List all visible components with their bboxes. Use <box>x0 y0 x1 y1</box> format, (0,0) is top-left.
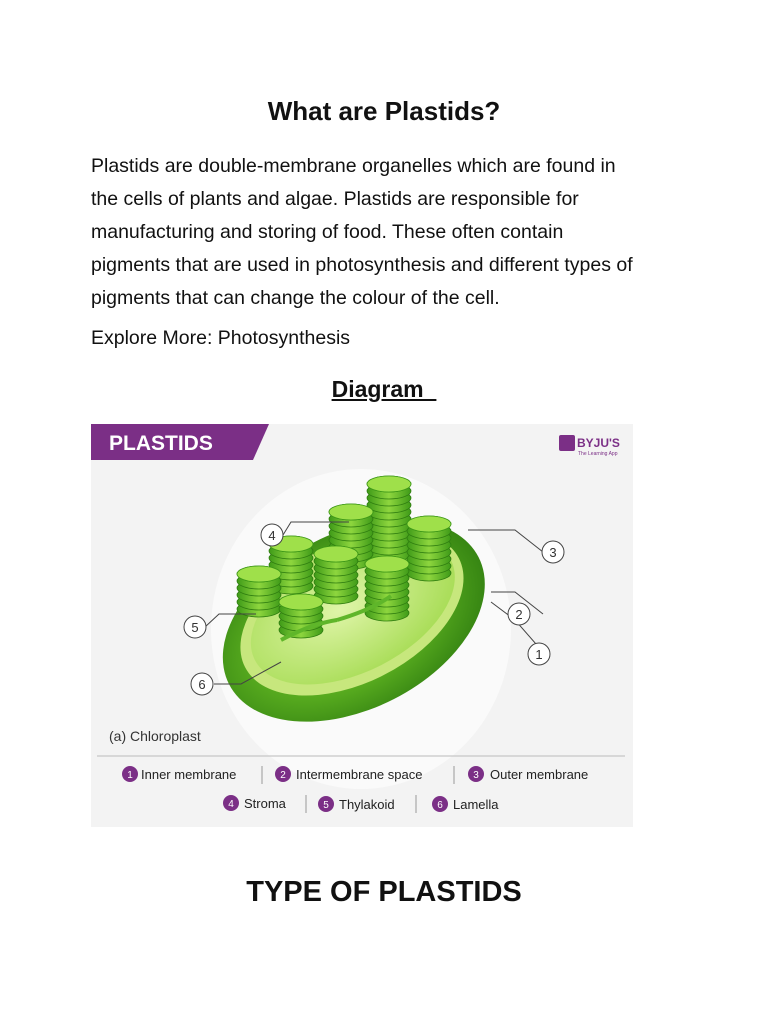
callout-label: 6 <box>198 677 206 692</box>
legend-badge: 2 <box>280 770 286 781</box>
callout-label: 3 <box>549 545 557 560</box>
diagram-heading-text: Diagram <box>331 376 437 402</box>
paragraph-line: pigments that are used in photosynthesis and different types of <box>91 254 633 276</box>
thylakoid-top <box>329 504 373 520</box>
legend-item-3 <box>468 766 588 782</box>
legend-item-5 <box>318 796 395 812</box>
intro-paragraph <box>91 150 691 315</box>
diagram-heading <box>0 376 768 403</box>
legend-badge: 1 <box>127 770 133 781</box>
legend-item-6 <box>432 796 499 812</box>
brand-name: BYJU'S <box>577 436 620 450</box>
thylakoid-top <box>407 516 451 532</box>
types-heading: TYPE OF PLASTIDS <box>246 876 522 908</box>
callout-label: 1 <box>535 647 543 662</box>
callout-label: 4 <box>268 528 276 543</box>
legend-label: Intermembrane space <box>296 767 423 782</box>
legend-badge: 5 <box>323 800 329 811</box>
thylakoid-top <box>314 546 358 562</box>
paragraph-line: manufacturing and storing of food. These often contain <box>91 221 564 243</box>
thylakoid-top <box>279 594 323 610</box>
callout-2 <box>508 603 530 625</box>
banner-title: PLASTIDS <box>109 432 213 455</box>
callout-6 <box>191 673 213 695</box>
thylakoid-top <box>365 556 409 572</box>
legend-label: Stroma <box>244 796 286 811</box>
legend-label: Lamella <box>453 797 499 812</box>
brand-tagline: The Learning App <box>578 451 618 457</box>
callout-1 <box>528 643 550 665</box>
callout-label: 5 <box>191 620 199 635</box>
callout-3 <box>542 541 564 563</box>
brand-logo-icon <box>559 435 575 451</box>
legend-badge: 6 <box>437 800 443 811</box>
legend-label: Outer membrane <box>490 767 589 782</box>
thylakoid-top <box>367 476 411 492</box>
legend-item-1 <box>122 766 236 782</box>
page-title: What are Plastids? <box>267 96 501 126</box>
figure-caption: (a) Chloroplast <box>109 728 201 744</box>
paragraph-line: the cells of plants and algae. Plastids are responsible for <box>91 188 579 210</box>
thylakoid-top <box>237 566 281 582</box>
plastids-diagram <box>91 424 633 827</box>
explore-more-link[interactable]: Explore More: Photosynthesis <box>91 327 351 349</box>
legend-item-2 <box>275 766 422 782</box>
legend-item-4 <box>223 795 287 811</box>
legend-label: Inner membrane <box>141 767 237 782</box>
legend-badge: 4 <box>228 799 234 810</box>
legend-label: Thylakoid <box>339 797 395 812</box>
callout-4 <box>261 524 283 546</box>
chloroplast-illustration <box>91 424 633 827</box>
callout-5 <box>184 616 206 638</box>
paragraph-line: pigments that can change the colour of the cell. <box>91 287 500 309</box>
paragraph-line: Plastids are double-membrane organelles which are found in <box>91 155 616 177</box>
callout-label: 2 <box>515 607 523 622</box>
legend-badge: 3 <box>473 770 479 781</box>
